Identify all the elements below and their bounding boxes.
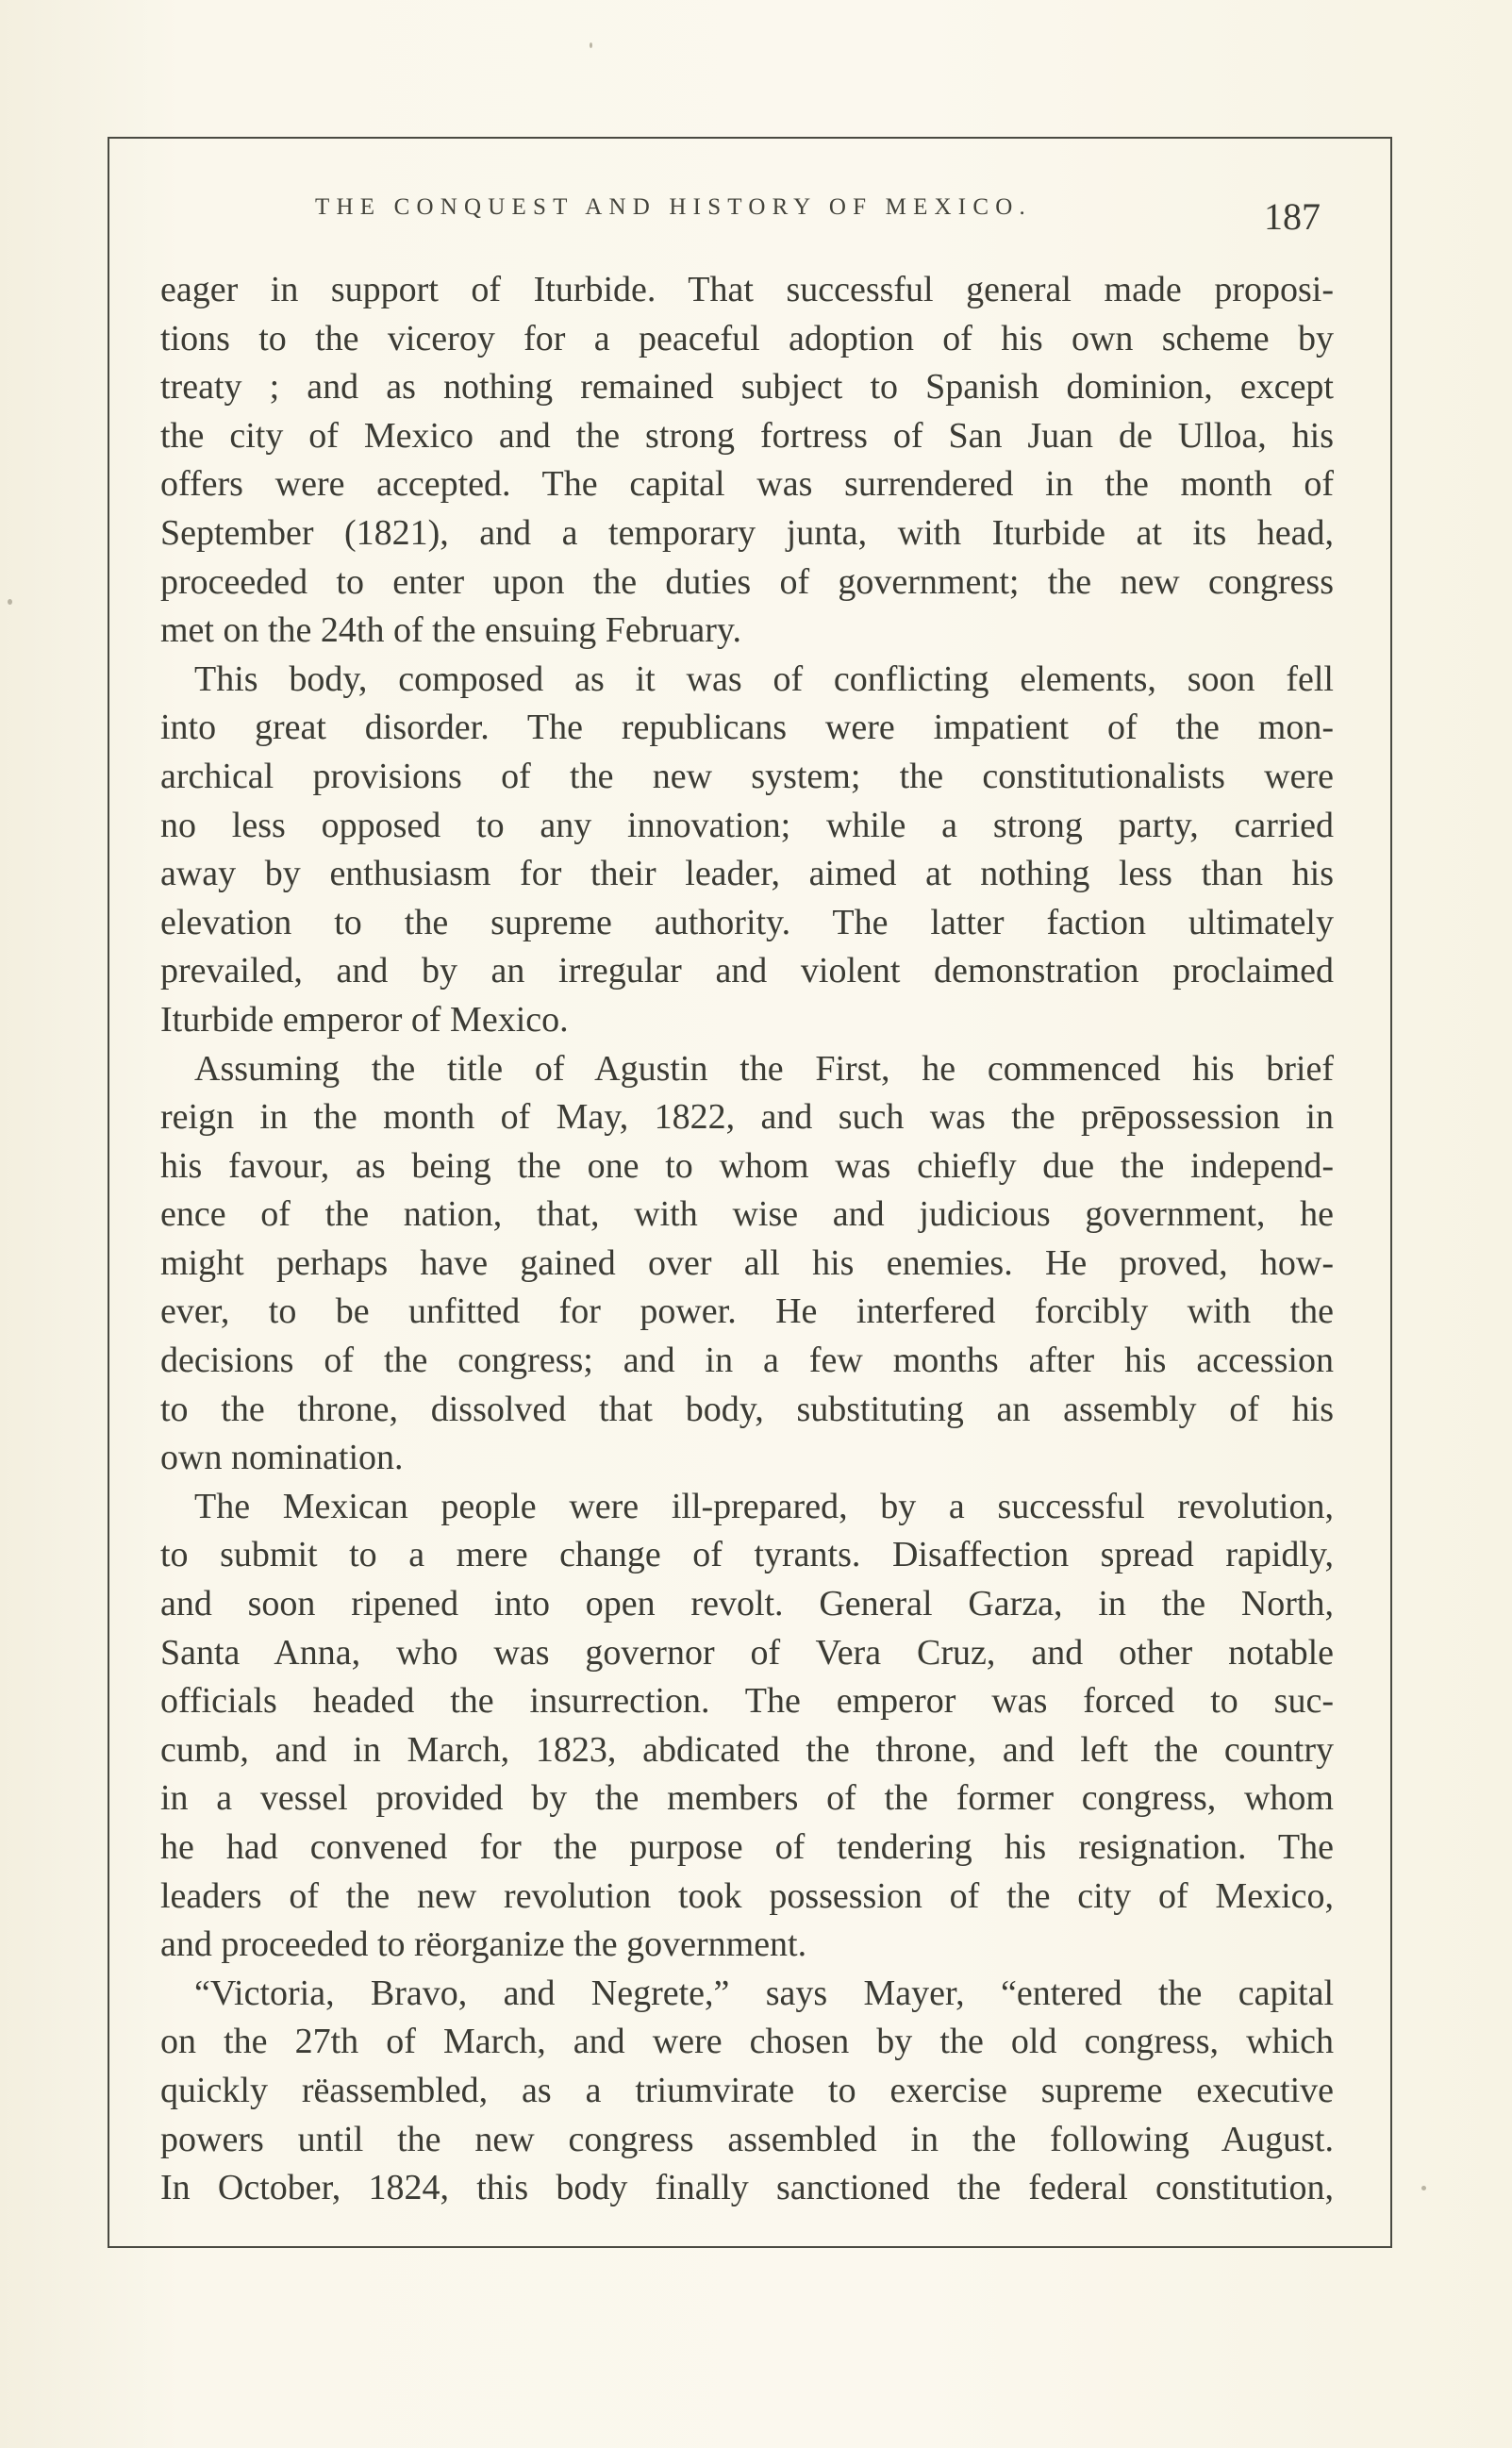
paper-speck [8, 599, 12, 605]
text-line: into great disorder. The republicans were impatient of the mon- [160, 708, 1334, 748]
text-line: September (1821), and a temporary junta, with Iturbide at its head, [160, 512, 1334, 553]
text-line: and soon ripened into open revolt. General Garza, in the North, [160, 1584, 1334, 1624]
text-line: This body, composed as it was of conflicting elements, soon fell [194, 658, 1334, 699]
paper-speck [590, 42, 592, 48]
text-line: the city of Mexico and the strong fortress of San Juan de Ulloa, his [160, 415, 1334, 456]
paper-speck [1421, 2186, 1426, 2190]
text-line: he had convened for the purpose of tendering his resignation. The [160, 1827, 1334, 1867]
text-line: ever, to be unfitted for power. He interfered forcibly with the [160, 1291, 1334, 1332]
text-line: ence of the nation, that, with wise and judicious government, he [160, 1194, 1334, 1235]
text-line: cumb, and in March, 1823, abdicated the throne, and left the country [160, 1729, 1334, 1770]
text-line: proceeded to enter upon the duties of government; the new congress [160, 561, 1334, 602]
text-line: officials headed the insurrection. The emperor was forced to suc- [160, 1681, 1334, 1722]
text-line: Santa Anna, who was governor of Vera Cruz, and other notable [160, 1632, 1334, 1673]
running-head: THE CONQUEST AND HISTORY OF MEXICO. [315, 194, 1032, 220]
body-text [160, 266, 1334, 2213]
text-line: offers were accepted. The capital was surrendered in the month of [160, 464, 1334, 505]
text-line: eager in support of Iturbide. That successful general made proposi- [160, 270, 1334, 309]
text-line: met on the 24th of the ensuing February. [160, 610, 741, 651]
paragraph [160, 1045, 1334, 1483]
text-line: to submit to a mere change of tyrants. Disaffection spread rapidly, [160, 1535, 1334, 1575]
text-line: elevation to the supreme authority. The latter faction ultimately [160, 902, 1334, 942]
text-line: The Mexican people were ill-prepared, by a successful revolution, [194, 1486, 1334, 1526]
paragraph [160, 266, 1334, 656]
text-line: own nomination. [160, 1438, 404, 1478]
text-line: In October, 1824, this body finally sanctioned the federal constitution, [160, 2168, 1334, 2208]
text-line: and proceeded to rëorganize the government. [160, 1924, 807, 1965]
text-line: Assuming the title of Agustin the First, he commenced his brief [194, 1048, 1334, 1089]
text-line: Iturbide emperor of Mexico. [160, 999, 569, 1040]
text-line: quickly rëassembled, as a triumvirate to exercise supreme executive [160, 2070, 1334, 2110]
text-line: in a vessel provided by the members of the former congress, whom [160, 1778, 1334, 1819]
paragraph [160, 656, 1334, 1045]
paragraph [160, 1970, 1334, 2213]
text-line: leaders of the new revolution took possession of the city of Mexico, [160, 1875, 1334, 1916]
text-line: no less opposed to any innovation; while a strong party, carried [160, 805, 1334, 845]
page-number: 187 [1264, 195, 1321, 238]
text-line: might perhaps have gained over all his enemies. He proved, how- [160, 1242, 1334, 1283]
text-line: treaty ; and as nothing remained subject to Spanish dominion, except [160, 367, 1334, 408]
text-line: reign in the month of May, 1822, and such was the prēpossession in [160, 1097, 1334, 1138]
text-line: on the 27th of March, and were chosen by the old congress, which [160, 2022, 1334, 2062]
text-line: powers until the new congress assembled in the following August. [160, 2119, 1334, 2159]
text-line: “Victoria, Bravo, and Negrete,” says Mayer, “entered the capital [194, 1973, 1334, 2013]
text-line: his favour, as being the one to whom was chiefly due the independ- [160, 1145, 1334, 1186]
text-line: decisions of the congress; and in a few months after his accession [160, 1341, 1334, 1381]
text-line: away by enthusiasm for their leader, aimed at nothing less than his [160, 854, 1334, 894]
paragraph [160, 1483, 1334, 1970]
text-line: archical provisions of the new system; the constitutionalists were [160, 756, 1334, 796]
text-line: tions to the viceroy for a peaceful adoption of his own scheme by [160, 318, 1334, 358]
text-line: prevailed, and by an irregular and violent demonstration proclaimed [160, 951, 1334, 991]
text-line: to the throne, dissolved that body, substituting an assembly of his [160, 1389, 1334, 1429]
